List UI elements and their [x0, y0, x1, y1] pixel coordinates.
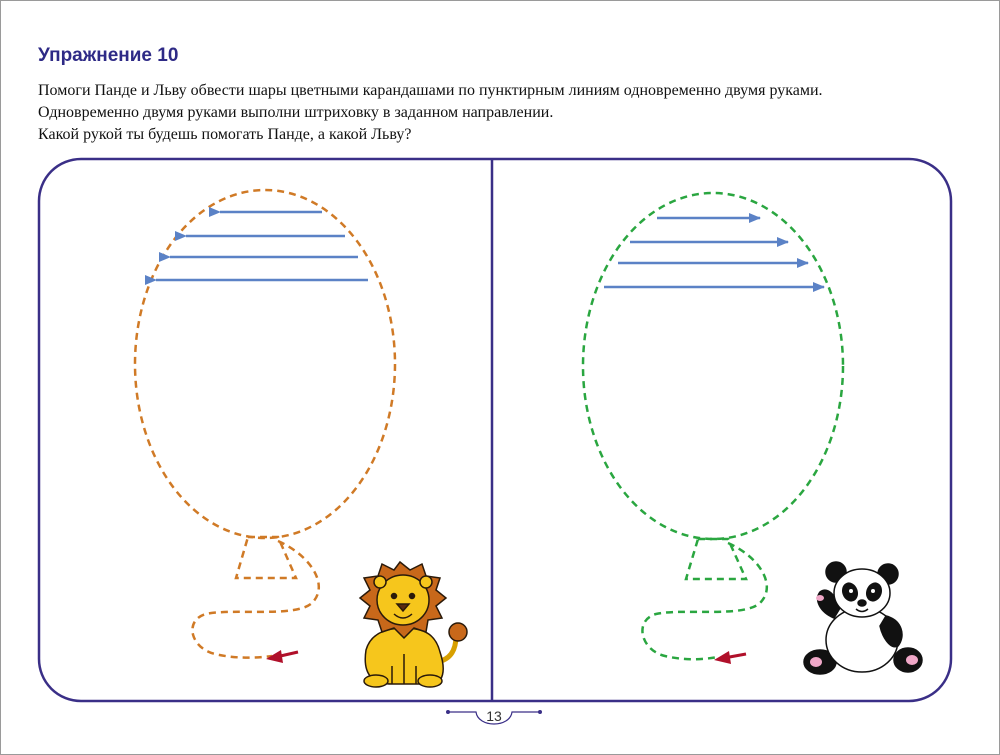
left-balloon[interactable]	[135, 190, 395, 658]
left-balloon-knot[interactable]	[236, 537, 296, 578]
page-number: 13	[486, 708, 502, 724]
right-balloon-outline[interactable]	[583, 193, 843, 539]
left-start-arrow-icon	[266, 650, 298, 663]
left-hatch-arrows	[156, 212, 368, 280]
panda-illustration	[804, 562, 922, 674]
left-balloon-outline[interactable]	[135, 190, 395, 538]
lion-illustration	[360, 562, 467, 687]
instruction-line-1: Помоги Панде и Льву обвести шары цветными карандашами по пунктирным линиям одновременно двумя руками.	[38, 82, 823, 99]
right-balloon-string[interactable]	[642, 543, 766, 659]
exercise-title: Упражнение 10	[38, 45, 179, 66]
exercise-frame	[39, 159, 951, 701]
left-balloon-string[interactable]	[192, 541, 318, 658]
right-start-arrow-icon	[714, 651, 746, 664]
instruction-line-3: Какой рукой ты будешь помогать Панде, а какой Льву?	[38, 126, 412, 143]
right-balloon-knot[interactable]	[686, 539, 746, 579]
instruction-line-2: Одновременно двумя руками выполни штриховку в заданном направлении.	[38, 104, 554, 121]
